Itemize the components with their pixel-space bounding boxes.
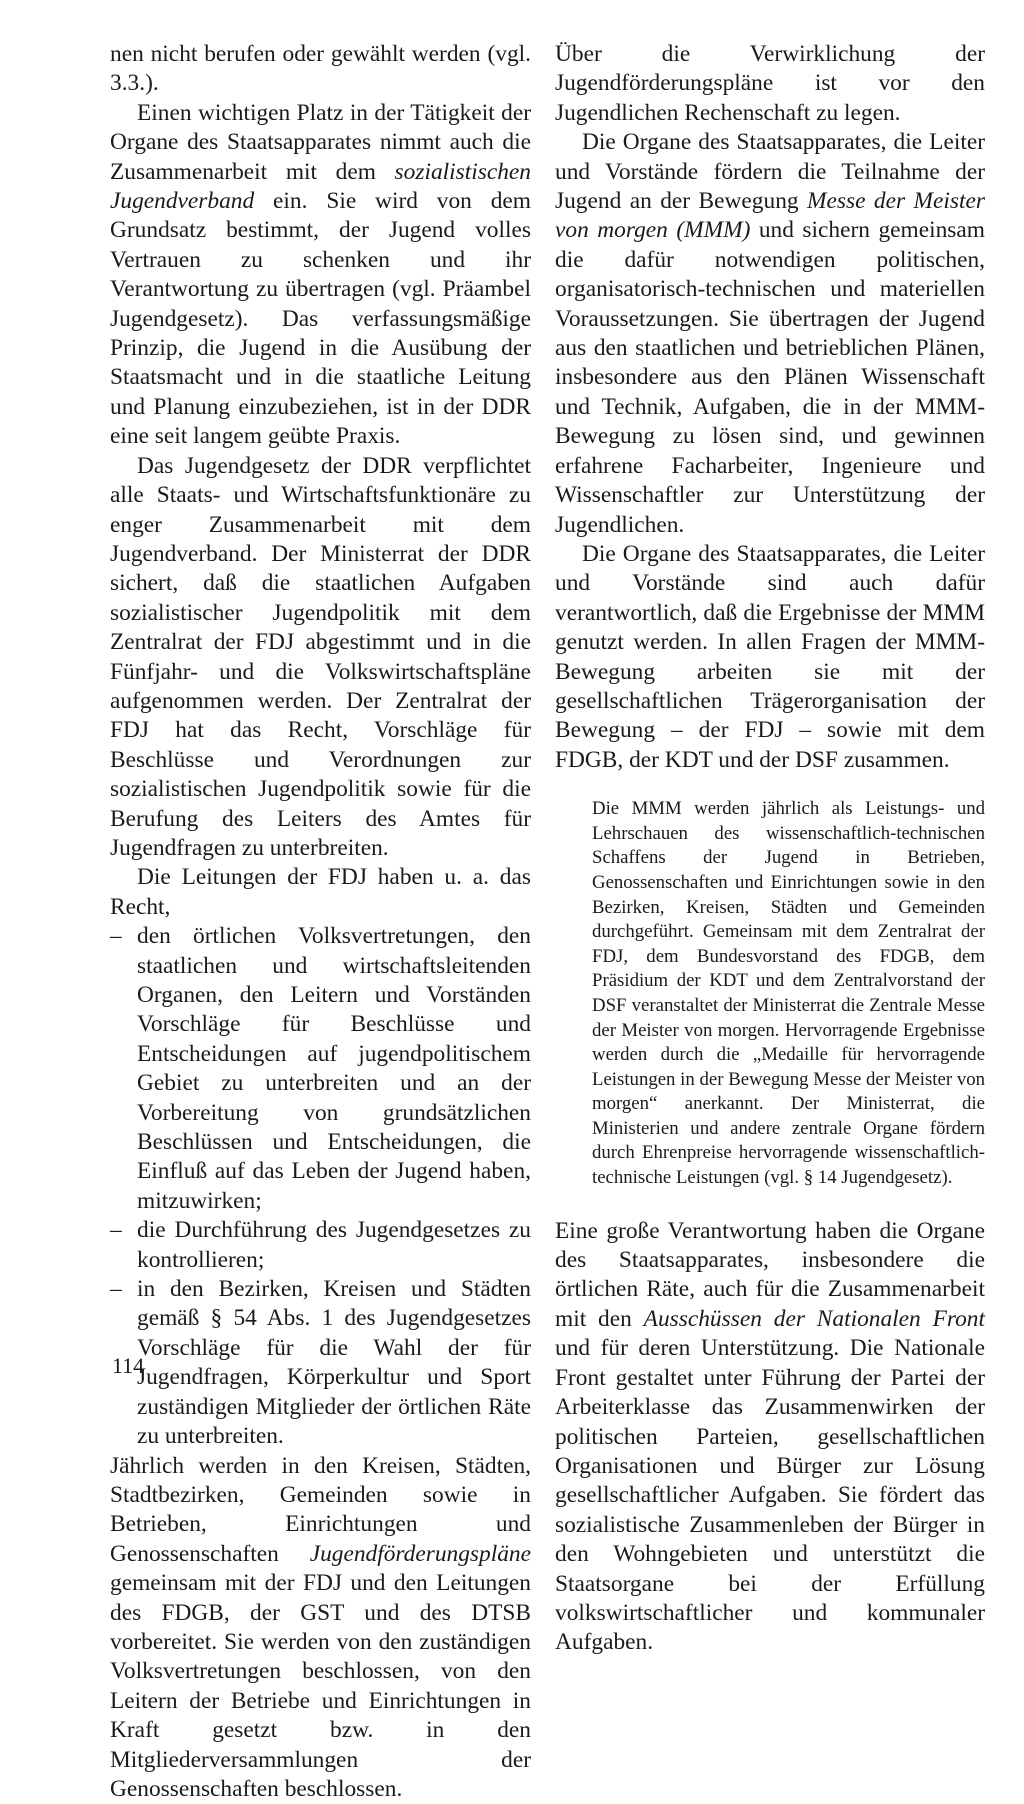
paragraph-rechenschaft: Über die Verwirklichung der Jugendförderungspläne ist vor den Jugendlichen Rechenschaft zu legen. (555, 40, 985, 128)
paragraph-fdj-rechte-intro: Die Leitungen der FDJ haben u. a. das Recht, (110, 863, 531, 922)
paragraph-mmm-foerderung (555, 128, 985, 540)
left-column (110, 40, 531, 1804)
fdj-rights-list (110, 922, 531, 1451)
mmm-info-box: Die MMM werden jährlich als Leistungs- und Lehrschauen des wissenschaftlich-technischen Schaffens der Jugend in Betrieben, Genossenschaften und Einrichtungen sowie in den Bezirken, Kreisen, Städten und Gemeinden durchgeführt. Gemeinsam mit dem Zentralrat der FDJ, dem Bundesvorstand des FDGB, dem Präsidium der KDT und dem Zentralvorstand der DSF veranstaltet der Ministerrat die Zentrale Messe der Meister von morgen. Hervorragende Ergebnisse werden durch die „Medaille für hervorragende Leistungen in der Bewegung Messe der Meister von morgen“ anerkannt. Der Ministerrat, die Ministerien und andere zentrale Organe fördern durch Ehrenpreise hervorragende wissenschaftlich-technische Leistungen (vgl. § 14 Jugendgesetz). (592, 797, 985, 1191)
italic-term: Ausschüssen der Nationalen Front (644, 1306, 985, 1332)
list-dash: – (110, 1275, 122, 1304)
page-number: 114 (112, 1353, 144, 1379)
text-run: Einen wichtigen Platz in der Tätigkeit der Organe des Staatsapparates nimmt auch die Zusammenarbeit mit dem (110, 100, 531, 185)
paragraph-jugendfoerderungsplaene (110, 1452, 531, 1804)
paragraph-continuation: nen nicht berufen oder gewählt werden (vgl. 3.3.). (110, 40, 531, 99)
paragraph-nationale-front (555, 1217, 985, 1658)
list-item (110, 1275, 531, 1451)
list-item-text: in den Bezirken, Kreisen und Städten gemäß § 54 Abs. 1 des Jugendgesetzes Vorschläge für die Wahl der für Jugendfragen, Körperkultur und Sport zuständigen Mitglieder der örtlichen Räte zu unterbreiten. (137, 1276, 531, 1449)
right-column (555, 40, 985, 1658)
italic-term: Jugendförderungspläne (310, 1541, 531, 1567)
list-item-text: den örtlichen Volksvertretungen, den staatlichen und wirtschaftsleitenden Organen, den Leitern und Vorständen Vorschläge für Beschlüsse und Entscheidungen auf jugendpolitischem Gebiet zu unterbreiten und an der Vorbereitung von grundsätzlichen Beschlüssen und Entscheidungen, die Einfluß auf das Leben der Jugend haben, mitzuwirken; (137, 923, 531, 1214)
text-run: gemeinsam mit der FDJ und den Leitungen des FDGB, der GST und des DTSB vorbereitet. Sie werden von den zuständigen Volksvertretungen beschlossen, von den Leitern der Betriebe und Einrichtungen in Kraft gesetzt bzw. in den Mitgliederversammlungen der Genossenschaften beschlossen. (110, 1570, 531, 1802)
text-run: ein. Sie wird von dem Grundsatz bestimmt, der Jugend volles Vertrauen zu schenken und ihr Verantwortung zu übertragen (vgl. Präambel Jugendgesetz). Das verfassungsmäßige Prinzip, die Jugend in die Ausübung der Staatsmacht und in die staatliche Leitung und Planung einzubeziehen, ist in der DDR eine seit langem geübte Praxis. (110, 188, 531, 449)
list-item (110, 1216, 531, 1275)
text-run: Jährlich werden in den Kreisen, Städten, Stadtbezirken, Gemeinden sowie in Betrieben, Einrichtungen und Genossenschaften (110, 1453, 531, 1567)
text-run: Eine große Verantwortung haben die Organe des Staatsapparates, insbesondere die örtlichen Räte, auch für die Zusammenarbeit mit den (555, 1218, 985, 1332)
italic-term: sozialistischen Jugendverband (110, 159, 531, 214)
paragraph-mmm-verantwortung: Die Organe des Staatsapparates, die Leiter und Vorstände sind auch dafür verantwortlich, daß die Ergebnisse der MMM genutzt werden. In allen Fragen der MMM-Bewegung arbeiten sie mit der gesellschaftlichen Trägerorganisation der Bewegung – der FDJ – sowie mit dem FDGB, der KDT und der DSF zusammen. (555, 540, 985, 775)
list-dash: – (110, 922, 122, 951)
paragraph-jugendverband (110, 99, 531, 452)
paragraph-jugendgesetz: Das Jugendgesetz der DDR verpflichtet alle Staats- und Wirtschaftsfunktionäre zu enger Zusammenarbeit mit dem Jugendverband. Der Ministerrat der DDR sichert, daß die staatlichen Aufgaben sozialistischer Jugendpolitik mit dem Zentralrat der FDJ abgestimmt und in die Fünfjahr- und die Volkswirtschaftspläne aufgenommen werden. Der Zentralrat der FDJ hat das Recht, Vorschläge für Beschlüsse und Verordnungen zur sozialistischen Jugendpolitik sowie für die Berufung des Leiters des Amtes für Jugendfragen zu unterbreiten. (110, 452, 531, 864)
text-run: und sichern gemeinsam die dafür notwendigen politischen, organisatorisch-technischen und materiellen Voraussetzungen. Sie übertragen der Jugend aus den staatlichen und betrieblichen Plänen, insbesondere aus den Plänen Wissenschaft und Technik, Aufgaben, die in der MMM-Bewegung zu lösen sind, und gewinnen erfahrene Facharbeiter, Ingenieure und Wissenschaftler zur Unterstützung der Jugendlichen. (555, 217, 985, 537)
list-item-text: die Durchführung des Jugendgesetzes zu kontrollieren; (137, 1217, 531, 1272)
text-run: und für deren Unterstützung. Die Nationale Front gestaltet unter Führung der Partei der Arbeiterklasse das Zusammenwirken der politischen Parteien, gesellschaftlichen Organisationen und Bürger zur Lösung gesellschaftlicher Aufgaben. Sie fördert das sozialistische Zusammenleben der Bürger in den Wohngebieten und unterstützt die Staatsorgane bei der Erfüllung volkswirtschaftlicher und kommunaler Aufgaben. (555, 1335, 985, 1655)
text-run: Die Organe des Staatsapparates, die Leiter und Vorstände fördern die Teilnahme der Jugend an der Bewegung (555, 129, 985, 214)
italic-term: Messe der Meister von morgen (MMM) (555, 188, 985, 243)
list-dash: – (110, 1216, 122, 1245)
list-item (110, 922, 531, 1216)
